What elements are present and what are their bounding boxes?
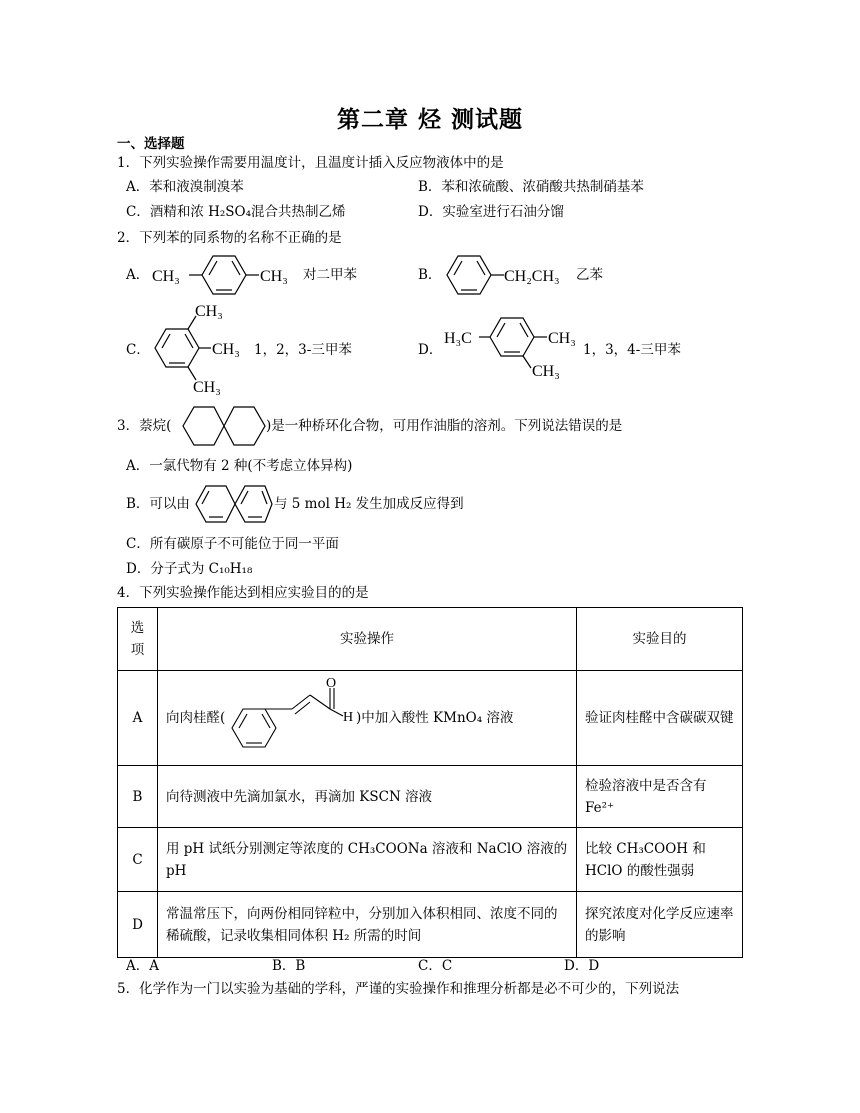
q1-option-c: C．酒精和浓 H₂SO₄混合共热制乙烯 (126, 204, 346, 220)
row-operation: 常温常压下，向两份相同锌粒中，分别加入体积相同、浓度不同的稀硫酸，记录收集相同体积 H₂ 所需的时间 (158, 892, 577, 958)
ch3-top-label: CH₃ (195, 303, 223, 320)
q2-option-a-name: 对二甲苯 (303, 267, 357, 283)
row-option: B (118, 766, 158, 828)
q2-option-c-name: 1，2，3-三甲苯 (254, 342, 352, 358)
page-title: 第二章 烃 测试题 (336, 106, 523, 133)
oxygen-label: O (326, 676, 337, 691)
ch3-lower-label: CH₃ (532, 363, 560, 380)
table-row (118, 766, 743, 828)
q4-choice-b: B．B (272, 958, 306, 974)
op-text-end: )中加入酸性 KMnO₄ 溶液 (356, 710, 514, 726)
hydrogen-label: H (343, 710, 354, 725)
ethylbenzene-structure (444, 250, 574, 300)
p-xylene-structure (150, 250, 300, 300)
q4-choice-a: A．A (126, 958, 159, 974)
q5-stem: 5．化学作为一门以实验为基础的学科，严谨的实验操作和推理分析都是必不可少的，下列说法 (117, 981, 680, 997)
ch3-bottom-label: CH₃ (193, 379, 221, 396)
q3-stem-start: 3．萘烷( (117, 418, 172, 434)
row-option: D (118, 892, 158, 958)
q2-stem: 2．下列苯的同系物的名称不正确的是 (117, 230, 342, 246)
table-row (118, 671, 743, 766)
q2-option-c-label: C． (126, 342, 150, 358)
section-heading: 一、选择题 (117, 136, 185, 152)
ch3-right-label: CH₃ (548, 330, 576, 347)
row-purpose: 探究浓度对化学反应速率的影响 (577, 892, 743, 958)
h3c-label: H₃C (444, 330, 472, 347)
trimethylbenzene-134-structure (443, 316, 593, 386)
q2-option-b-label: B． (418, 267, 442, 283)
q4-choice-d: D．D (564, 958, 600, 974)
naphthalene-structure (194, 479, 274, 529)
header-operation: 实验操作 (158, 608, 577, 671)
q3-option-c: C．所有碳原子不可能位于同一平面 (126, 536, 339, 552)
cinnamaldehyde-structure (230, 678, 360, 758)
q3-option-b-start: B．可以由 (126, 496, 190, 512)
experiment-table (117, 607, 743, 958)
ch3-left-label: CH₃ (152, 268, 180, 285)
q3-option-d: D．分子式为 C₁₀H₁₈ (126, 561, 253, 577)
row-purpose: 验证肉桂醛中含碳碳双键 (577, 671, 743, 766)
q4-choice-c: C．C (418, 958, 453, 974)
q1-option-b: B．苯和浓硫酸、浓硝酸共热制硝基苯 (418, 179, 644, 195)
q1-stem: 1．下列实验操作需要用温度计，且温度计插入反应物液体中的是 (117, 155, 504, 171)
ch3-right-label: CH₃ (260, 268, 288, 285)
q3-option-b-end: 与 5 mol H₂ 发生加成反应得到 (274, 496, 464, 512)
q2-option-a-label: A． (126, 267, 150, 283)
table-row (118, 828, 743, 892)
q2-option-b-name: 乙苯 (576, 267, 603, 283)
q4-stem: 4．下列实验操作能达到相应实验目的的是 (117, 585, 369, 601)
table-row (118, 892, 743, 958)
q1-option-a: A．苯和液溴制溴苯 (126, 179, 244, 195)
q2-option-d-name: 1，3，4-三甲苯 (583, 342, 681, 358)
row-operation (158, 671, 577, 766)
table-header-row (118, 608, 743, 671)
q1-option-d: D．实验室进行石油分馏 (418, 204, 564, 220)
row-operation: 用 pH 试纸分别测定等浓度的 CH₃COONa 溶液和 NaClO 溶液的pH (158, 828, 577, 892)
q2-option-d-label: D． (418, 342, 443, 358)
header-purpose: 实验目的 (577, 608, 743, 671)
row-purpose: 检验溶液中是否含有 Fe²⁺ (577, 766, 743, 828)
header-option: 选项 (118, 608, 158, 671)
row-operation: 向待测液中先滴加氯水，再滴加 KSCN 溶液 (158, 766, 577, 828)
q3-option-a: A．一氯代物有 2 种(不考虑立体异构) (126, 458, 353, 474)
decalin-structure (181, 400, 267, 452)
row-option: A (118, 671, 158, 766)
op-text-start: 向肉桂醛( (166, 710, 226, 726)
q3-stem-end: )是一种桥环化合物，可用作油脂的溶剂。下列说法错误的是 (266, 418, 623, 434)
ethyl-label: CH₂CH₃ (504, 268, 560, 285)
row-option: C (118, 828, 158, 892)
trimethylbenzene-123-structure (150, 297, 260, 397)
row-purpose: 比较 CH₃COOH 和 HClO 的酸性强弱 (577, 828, 743, 892)
ch3-mid-label: CH₃ (212, 341, 240, 358)
